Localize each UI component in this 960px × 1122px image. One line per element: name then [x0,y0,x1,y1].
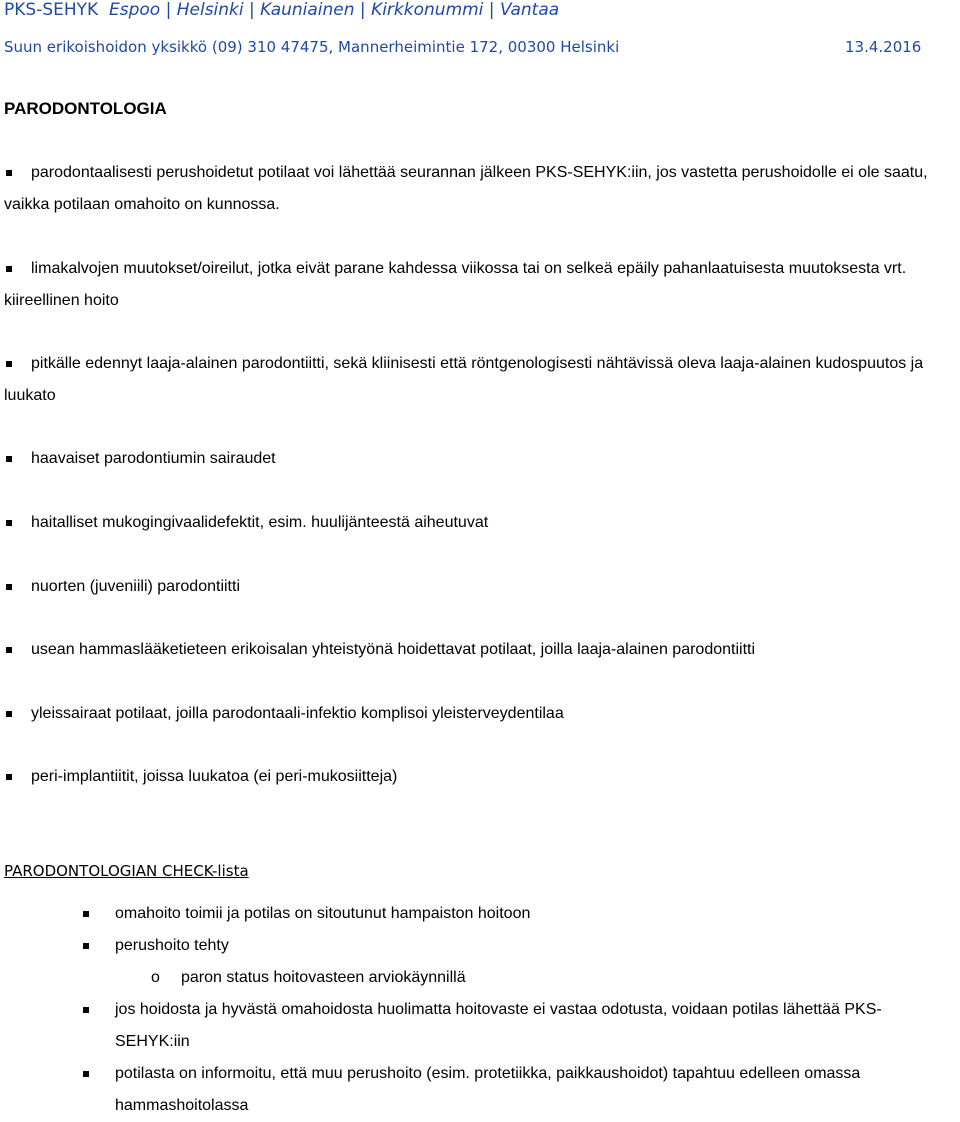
list-item-text: pitkälle edennyt laaja-alainen parodontiitti, sekä kliinisesti että röntgenologisesti nähtävissä oleva laaja-alainen kudospuutos ja luukato [4,355,924,404]
checklist-subitem [151,962,466,994]
list-item-text: parodontaalisesti perushoidetut potilaat voi lähettää seurannan jälkeen PKS-SEHYK:iin, jos vastetta perushoidolle ei ole saatu, vaikka potilaan omahoito on kunnossa. [4,164,928,213]
bullet-square-icon [83,1007,89,1013]
list-item-text: limakalvojen muutokset/oireilut, jotka eivät parane kahdessa viikossa tai on selkeä epäily pahanlaatuisesta muutoksesta vrt. kiireellinen hoito [4,260,907,309]
checklist-item-text: jos hoidosta ja hyvästä omahoidosta huolimatta hoitovaste ei vastaa odotusta, voidaan potilas lähettää PKS-SEHYK:iin [115,1001,882,1050]
checklist-item [115,1058,955,1122]
header-address: Suun erikoishoidon yksikkö (09) 310 47475, Mannerheimintie 172, 00300 Helsinki [4,38,620,56]
list-item-text: usean hammaslääketieteen erikoisalan yhteistyönä hoidettavat potilaat, joilla laaja-alainen parodontiitti [31,641,756,658]
checklist-item [115,994,955,1058]
list-item-text: peri-implantiitit, joissa luukatoa (ei peri-mukosiitteja) [31,768,398,785]
list-item-text: haavaiset parodontiumin sairaudet [31,450,276,467]
bullet-circle-icon: o [151,969,160,986]
header-title [4,0,559,20]
checklist-item-text: perushoito tehty [115,937,229,954]
checklist-item-text: potilasta on informoitu, että muu perushoito (esim. protetiikka, paikkaushoidot) tapahtuu edelleen omassa hammashoitolassa [115,1065,861,1114]
section-title-parodontologia: PARODONTOLOGIA [4,99,167,118]
bullet-square-icon [6,170,12,176]
header-cities: Espoo | Helsinki | Kauniainen | Kirkkonummi | Vantaa [109,0,560,20]
list-item [4,634,956,666]
bullet-square-icon [83,943,89,949]
checklist-item-text: omahoito toimii ja potilas on sitoutunut hampaiston hoitoon [115,905,531,922]
bullet-square-icon [83,911,89,917]
list-item [4,507,956,539]
bullet-square-icon [6,774,12,780]
checklist-item [115,930,955,962]
section-title-checklist: PARODONTOLOGIAN CHECK-lista [4,862,249,880]
bullet-square-icon [83,1071,89,1077]
checklist-subitem-text: paron status hoitovasteen arviokäynnillä [181,969,466,986]
list-item-text: yleissairaat potilaat, joilla parodontaali-infektio komplisoi yleisterveydentilaa [31,705,564,722]
list-item-text: haitalliset mukogingivaalidefektit, esim. huulijänteestä aiheutuvat [31,514,489,531]
list-item [4,443,956,475]
list-item [4,761,956,793]
checklist-item [115,898,955,930]
list-item [4,157,956,221]
header-date: 13.4.2016 [845,38,922,56]
list-item [4,348,956,412]
list-item [4,571,956,603]
bullet-square-icon [6,584,12,590]
bullet-square-icon [6,456,12,462]
bullet-square-icon [6,520,12,526]
bullet-square-icon [6,647,12,653]
bullet-square-icon [6,266,12,272]
list-item-text: nuorten (juveniili) parodontiitti [31,578,240,595]
header-org: PKS-SEHYK [4,0,99,20]
bullet-square-icon [6,711,12,717]
bullet-square-icon [6,361,12,367]
list-item [4,698,956,730]
list-item [4,253,956,317]
